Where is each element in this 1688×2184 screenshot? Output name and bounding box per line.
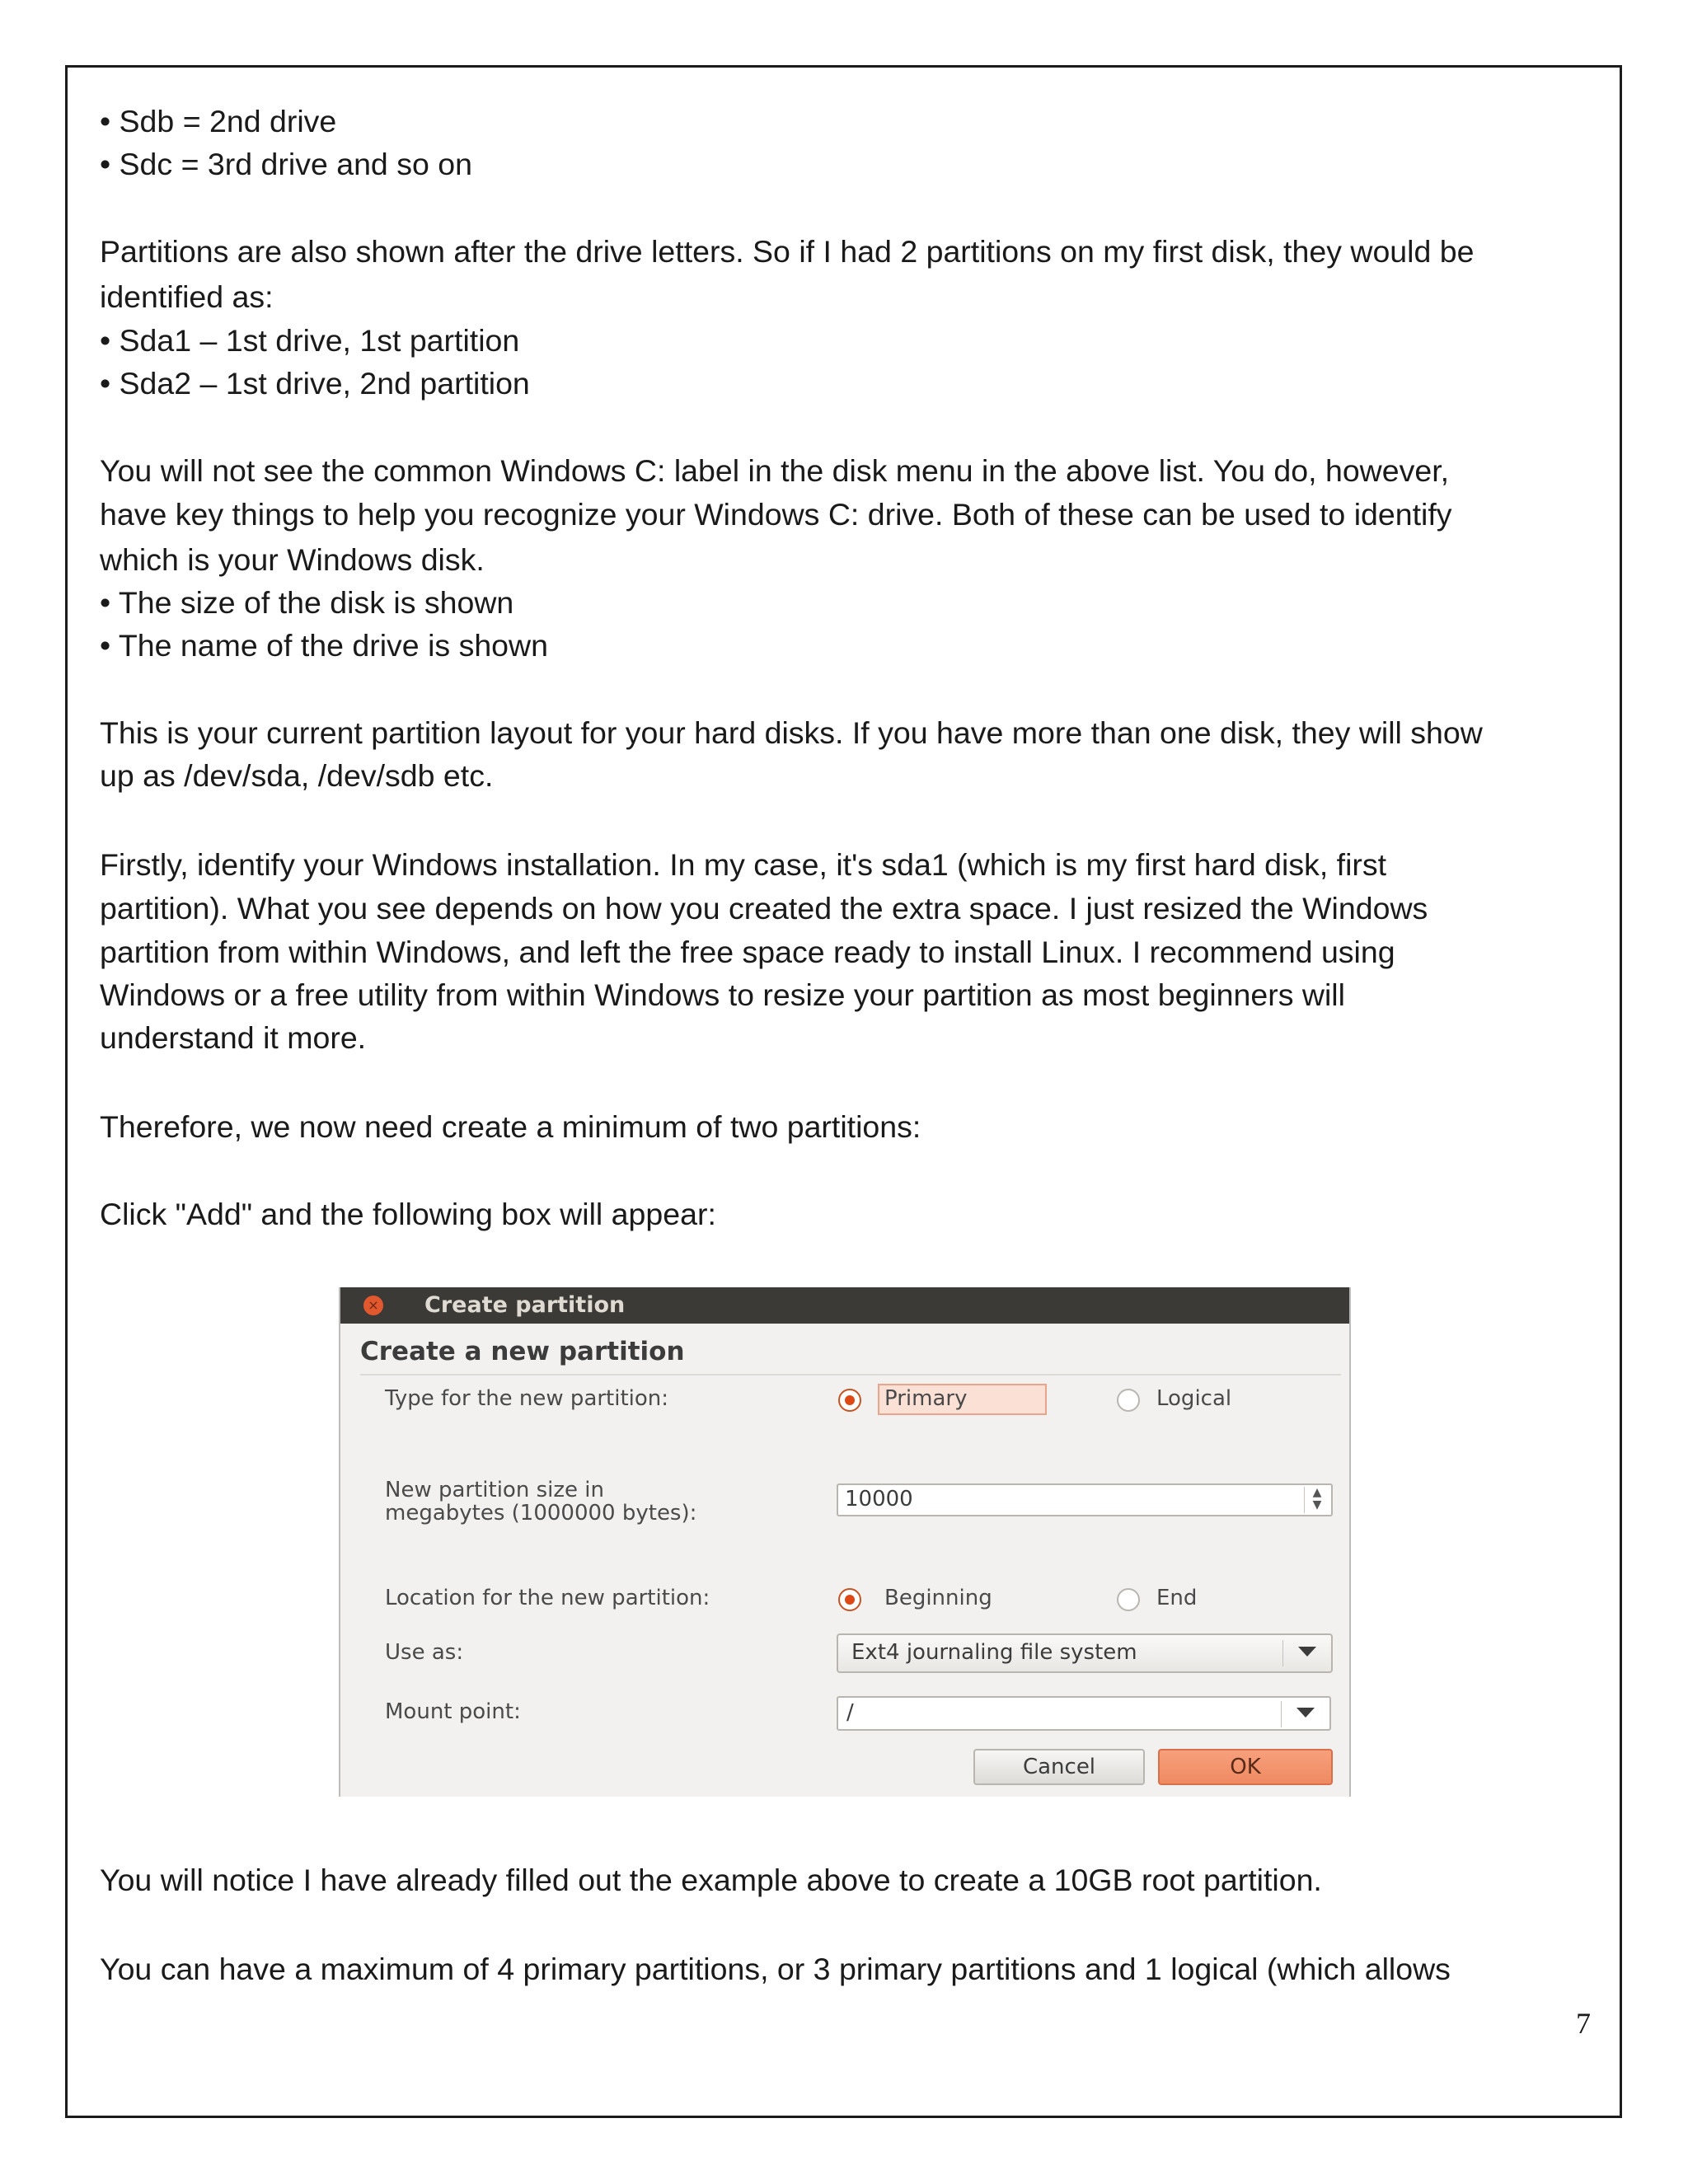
paragraph-line: You will notice I have already filled out the example above to create a 10GB root partition. bbox=[100, 1863, 1322, 1897]
size-label-line-2: megabytes (1000000 bytes): bbox=[385, 1501, 697, 1526]
bullet-sdb: • Sdb = 2nd drive bbox=[100, 104, 337, 138]
bullet-disk-size: • The size of the disk is shown bbox=[100, 585, 514, 620]
paragraph-line: up as /dev/sda, /dev/sdb etc. bbox=[100, 758, 494, 793]
size-spinbox[interactable] bbox=[837, 1483, 1333, 1516]
type-label: Type for the new partition: bbox=[385, 1386, 669, 1411]
create-partition-dialog bbox=[339, 1287, 1351, 1797]
paragraph-line: Windows or a free utility from within Windows to resize your partition as most beginners will bbox=[100, 977, 1345, 1012]
location-beginning-radio[interactable] bbox=[838, 1588, 861, 1611]
use-as-dropdown[interactable] bbox=[837, 1633, 1333, 1673]
mount-point-label: Mount point: bbox=[385, 1699, 521, 1724]
type-primary-radio[interactable] bbox=[838, 1389, 861, 1412]
size-label-line-1: New partition size in bbox=[385, 1478, 604, 1502]
mount-point-combo[interactable] bbox=[837, 1696, 1331, 1731]
paragraph-line: partition). What you see depends on how you created the extra space. I just resized the Windows bbox=[100, 891, 1428, 926]
type-logical-radio[interactable] bbox=[1117, 1389, 1140, 1412]
dropdown-divider bbox=[1282, 1640, 1283, 1666]
paragraph-line: You will not see the common Windows C: label in the disk menu in the above list. You do, however, bbox=[100, 453, 1450, 488]
chevron-down-icon[interactable] bbox=[1296, 1708, 1315, 1718]
paragraph-line: identified as: bbox=[100, 279, 274, 314]
paragraph-line: Firstly, identify your Windows installation. In my case, it's sda1 (which is my first hard disk, first bbox=[100, 847, 1387, 882]
bullet-sda2: • Sda2 – 1st drive, 2nd partition bbox=[100, 366, 530, 401]
dialog-heading: Create a new partition bbox=[360, 1337, 685, 1366]
divider bbox=[360, 1374, 1341, 1376]
dialog-titlebar bbox=[340, 1287, 1349, 1324]
paragraph-line: This is your current partition layout for your hard disks. If you have more than one disk, they will show bbox=[100, 715, 1483, 750]
paragraph-line: Click "Add" and the following box will appear: bbox=[100, 1197, 716, 1231]
paragraph-line: have key things to help you recognize your Windows C: drive. Both of these can be used to identify bbox=[100, 497, 1452, 532]
mount-point-value: / bbox=[846, 1700, 854, 1725]
paragraph-line: which is your Windows disk. bbox=[100, 542, 485, 577]
location-end-radio[interactable] bbox=[1117, 1588, 1140, 1611]
size-value: 10000 bbox=[845, 1487, 913, 1511]
ok-button[interactable]: OK bbox=[1158, 1749, 1333, 1785]
paragraph-line: Therefore, we now need create a minimum of two partitions: bbox=[100, 1109, 921, 1144]
type-logical-label[interactable]: Logical bbox=[1156, 1386, 1232, 1411]
paragraph-line: partition from within Windows, and left the free space ready to install Linux. I recommend using bbox=[100, 935, 1395, 969]
dropdown-divider bbox=[1281, 1701, 1282, 1727]
bullet-sda1: • Sda1 – 1st drive, 1st partition bbox=[100, 323, 520, 358]
use-as-value: Ext4 journaling file system bbox=[851, 1640, 1137, 1665]
location-end-label[interactable]: End bbox=[1156, 1586, 1198, 1610]
location-beginning-label[interactable]: Beginning bbox=[884, 1586, 992, 1610]
spin-up-icon[interactable]: ▲ bbox=[1312, 1486, 1322, 1499]
cancel-button[interactable]: Cancel bbox=[973, 1749, 1145, 1785]
paragraph-line: You can have a maximum of 4 primary partitions, or 3 primary partitions and 1 logical (which allows bbox=[100, 1952, 1451, 1986]
chevron-down-icon[interactable] bbox=[1298, 1647, 1316, 1657]
type-primary-label[interactable]: Primary bbox=[884, 1386, 968, 1411]
spin-down-icon[interactable]: ▼ bbox=[1312, 1498, 1322, 1511]
size-label bbox=[385, 1479, 696, 1525]
location-label: Location for the new partition: bbox=[385, 1586, 710, 1610]
close-icon[interactable]: × bbox=[363, 1296, 383, 1315]
page-number: 7 bbox=[1576, 2007, 1591, 2040]
bullet-sdc: • Sdc = 3rd drive and so on bbox=[100, 147, 472, 181]
dialog-title: Create partition bbox=[424, 1292, 626, 1318]
use-as-label: Use as: bbox=[385, 1640, 464, 1665]
paragraph-line: understand it more. bbox=[100, 1020, 367, 1055]
paragraph-line: Partitions are also shown after the drive letters. So if I had 2 partitions on my first disk, they would be bbox=[100, 234, 1475, 269]
bullet-drive-name: • The name of the drive is shown bbox=[100, 628, 548, 663]
spin-arrows-icon[interactable] bbox=[1304, 1487, 1329, 1513]
